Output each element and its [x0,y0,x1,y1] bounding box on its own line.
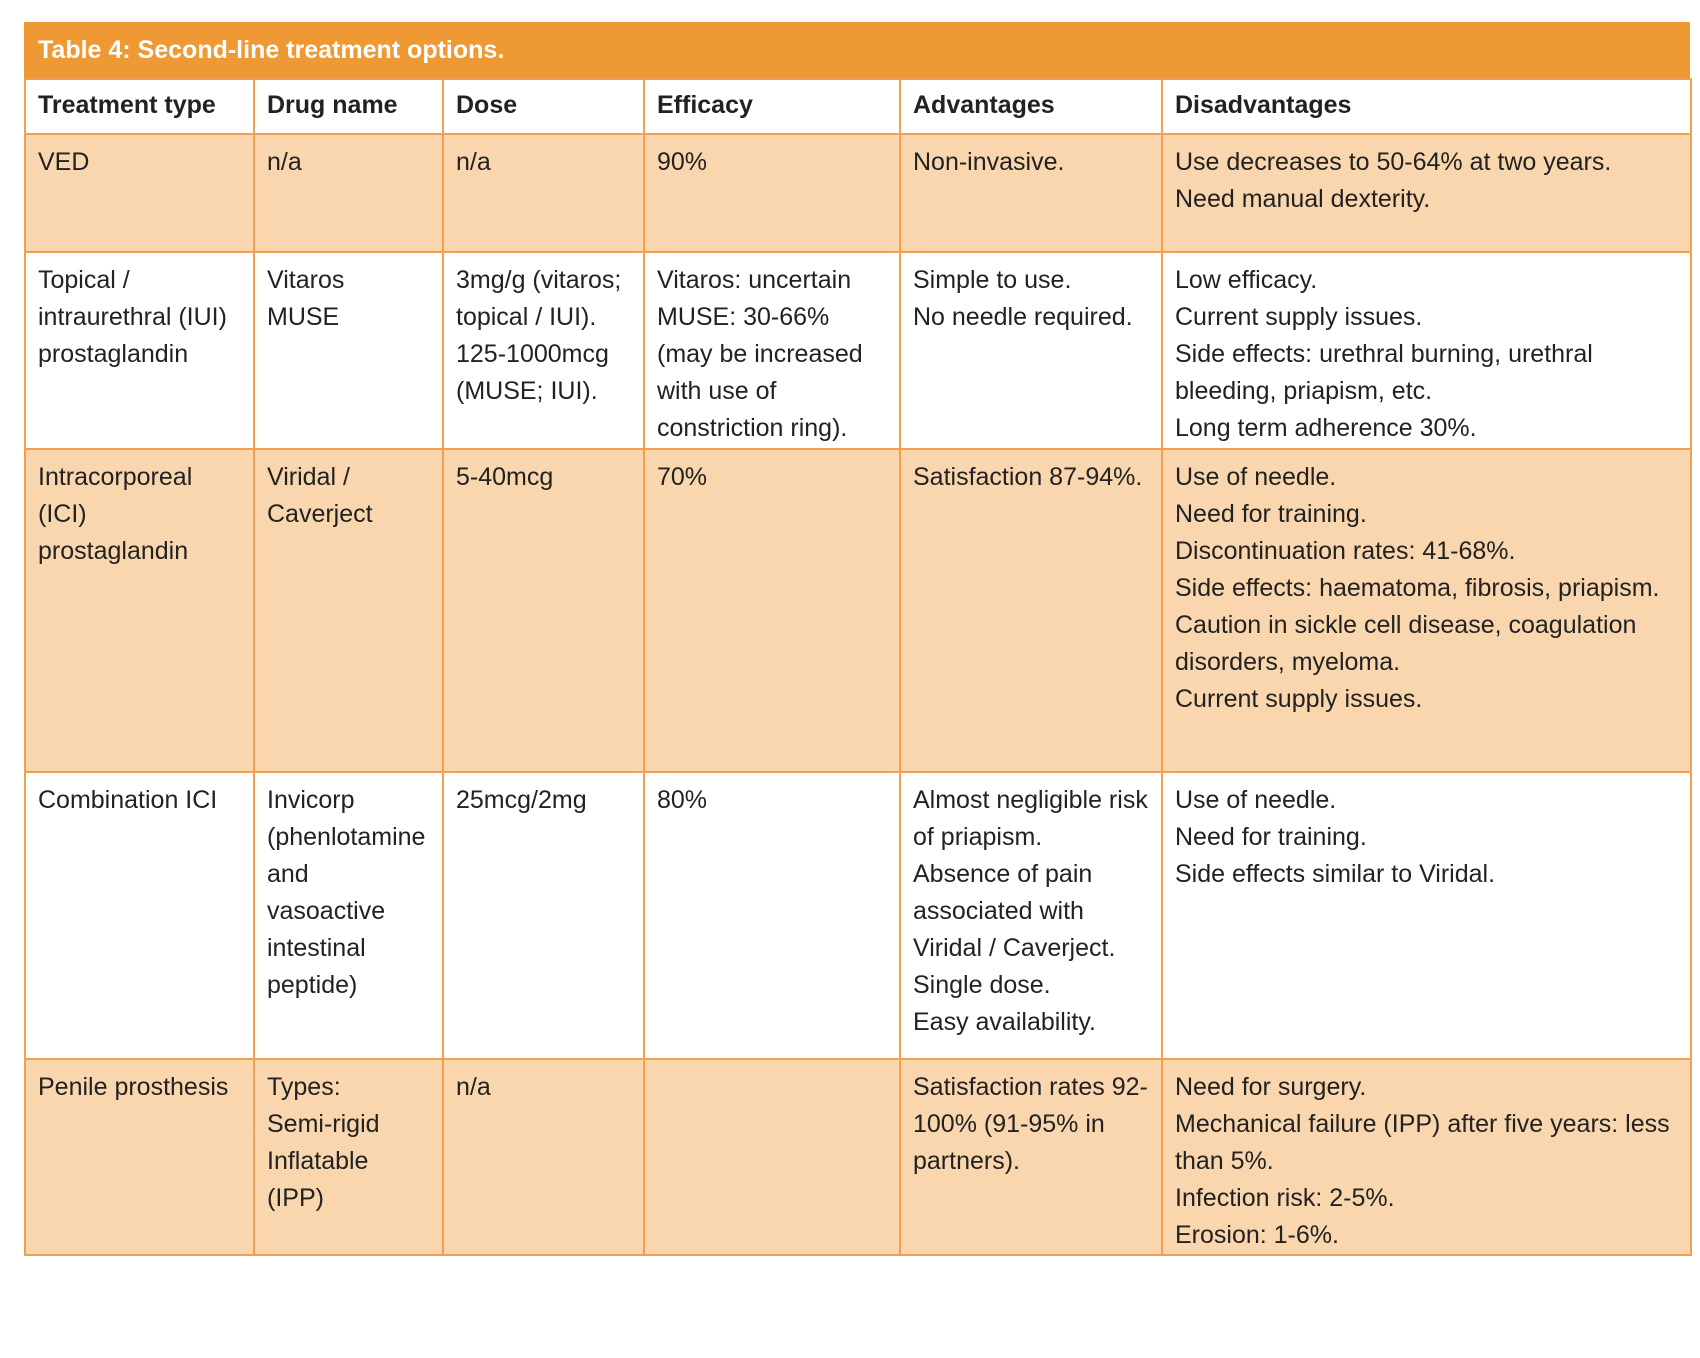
cell-line: MUSE [267,303,340,331]
cell-drug-name [254,1059,443,1255]
table-row [25,772,1691,1059]
cell-disadvantages [1162,134,1691,252]
cell-advantages [900,449,1162,772]
header-efficacy: Efficacy [644,79,900,134]
cell-line: 70% [657,463,708,491]
cell-line: Need for training. [1175,823,1367,851]
cell-line: Simple to use. [913,266,1072,294]
table-row [25,1059,1691,1255]
cell-line: Invicorp (phenlotamine and vasoactive intestinal peptide) [267,786,426,999]
cell-drug-name [254,252,443,449]
header-disadvantages: Disadvantages [1162,79,1691,134]
cell-line: Long term adherence 30%. [1175,414,1477,442]
cell-line: 25mcg/2mg [456,786,587,814]
header-treatment-type: Treatment type [25,79,254,134]
cell-line: Infection risk: 2-5%. [1175,1184,1395,1212]
cell-line: Vitaros [267,266,345,294]
table-title: Table 4: Second-line treatment options. [24,22,1690,78]
cell-line: Need for surgery. [1175,1073,1367,1101]
cell-line: Side effects: haematoma, fibrosis, priapism. [1175,574,1660,602]
cell-line: Satisfaction 87-94%. [913,463,1143,491]
cell-line: No needle required. [913,303,1133,331]
cell-line: Need for training. [1175,500,1367,528]
table-row [25,134,1691,252]
cell-line: 125-1000mcg (MUSE; IUI). [456,340,609,405]
cell-drug-name [254,134,443,252]
cell-line: Side effects: urethral burning, urethral bleeding, priapism, etc. [1175,340,1593,405]
header-dose: Dose [443,79,644,134]
cell-line: n/a [456,148,491,176]
cell-line: Intracorporeal (ICI) prostaglandin [38,463,193,565]
cell-dose [443,134,644,252]
header-drug-name: Drug name [254,79,443,134]
cell-line: Current supply issues. [1175,303,1423,331]
table-row [25,449,1691,772]
cell-line: Vitaros: uncertain [657,266,852,294]
cell-efficacy [644,1059,900,1255]
cell-line: MUSE: 30-66% (may be increased with use of constriction ring). [657,303,863,442]
cell-advantages [900,1059,1162,1255]
cell-disadvantages [1162,449,1691,772]
cell-line: Mechanical failure (IPP) after five years: less than 5%. [1175,1110,1670,1175]
cell-drug-name [254,772,443,1059]
cell-line: Absence of pain associated with Viridal / Caverject. [913,860,1116,962]
header-advantages: Advantages [900,79,1162,134]
cell-dose [443,449,644,772]
cell-line: Inflatable (IPP) [267,1147,369,1212]
cell-line: 5-40mcg [456,463,554,491]
cell-line: Non-invasive. [913,148,1065,176]
cell-line: Use of needle. [1175,463,1337,491]
cell-line: Single dose. [913,971,1051,999]
treatment-table-container [24,22,1690,1256]
cell-line: Satisfaction rates 92-100% (91-95% in partners). [913,1073,1148,1175]
cell-line: Combination ICI [38,786,218,814]
cell-line: Need manual dexterity. [1175,185,1431,213]
cell-dose [443,252,644,449]
cell-line: n/a [456,1073,491,1101]
cell-line: VED [38,148,90,176]
cell-treatment-type [25,134,254,252]
cell-advantages [900,134,1162,252]
cell-line: Easy availability. [913,1008,1096,1036]
cell-efficacy [644,449,900,772]
table-row [25,252,1691,449]
cell-drug-name [254,449,443,772]
cell-line: Semi-rigid [267,1110,380,1138]
cell-advantages [900,252,1162,449]
cell-line: Use of needle. [1175,786,1337,814]
header-row [25,79,1691,134]
cell-treatment-type [25,1059,254,1255]
cell-line: n/a [267,148,302,176]
cell-line: 90% [657,148,708,176]
cell-efficacy [644,772,900,1059]
cell-treatment-type [25,449,254,772]
cell-line: Caution in sickle cell disease, coagulation disorders, myeloma. [1175,611,1637,676]
treatment-table [24,78,1692,1256]
cell-line: Types: [267,1073,341,1101]
cell-line: Almost negligible risk of priapism. [913,786,1148,851]
cell-line: Topical / intraurethral (IUI) prostaglandin [38,266,227,368]
cell-efficacy [644,252,900,449]
cell-line: Discontinuation rates: 41-68%. [1175,537,1516,565]
cell-line: Low efficacy. [1175,266,1318,294]
cell-line: Erosion: 1-6%. [1175,1221,1339,1249]
cell-advantages [900,772,1162,1059]
cell-dose [443,772,644,1059]
cell-line: 3mg/g (vitaros; topical / IUI). [456,266,622,331]
cell-treatment-type [25,252,254,449]
cell-line: 80% [657,786,708,814]
cell-disadvantages [1162,1059,1691,1255]
cell-line: Viridal / Caverject [267,463,373,528]
cell-dose [443,1059,644,1255]
cell-line: Current supply issues. [1175,685,1423,713]
cell-treatment-type [25,772,254,1059]
cell-disadvantages [1162,772,1691,1059]
cell-line: Penile prosthesis [38,1073,229,1101]
cell-line: Use decreases to 50-64% at two years. [1175,148,1612,176]
cell-disadvantages [1162,252,1691,449]
cell-line: Side effects similar to Viridal. [1175,860,1496,888]
cell-efficacy [644,134,900,252]
